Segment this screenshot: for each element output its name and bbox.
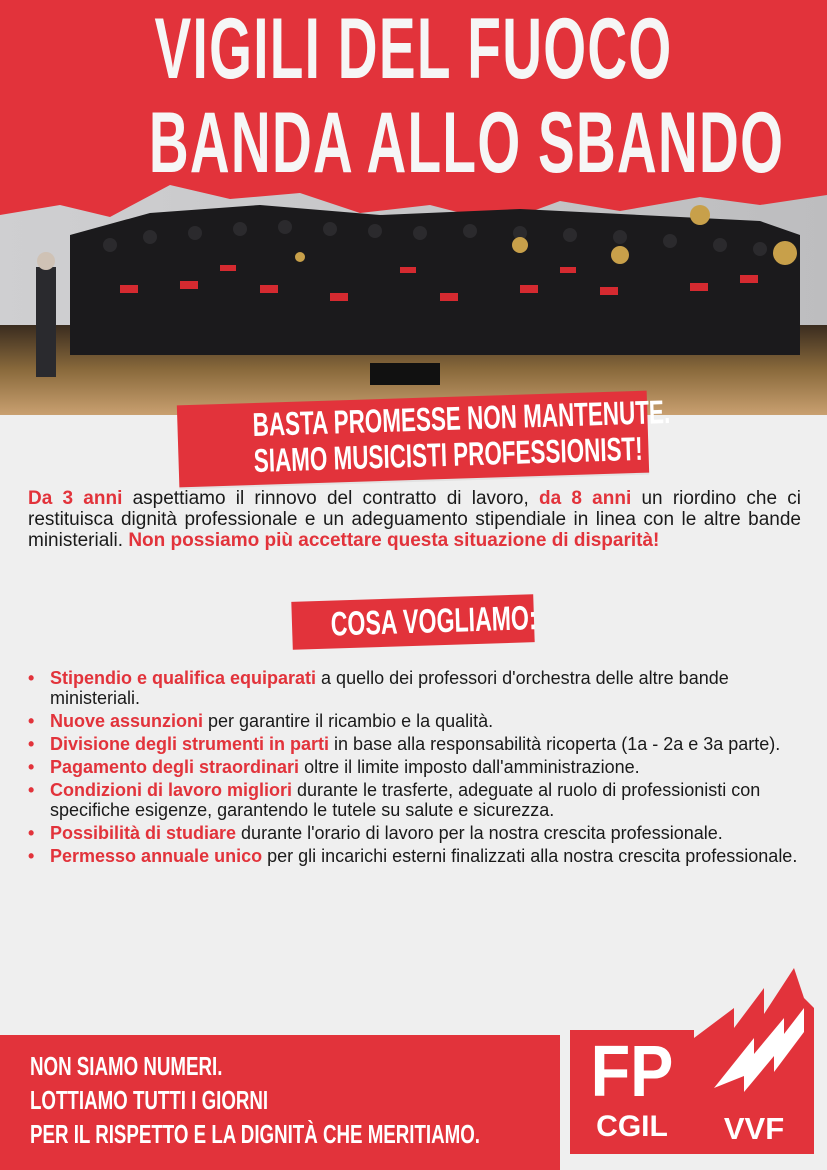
demand-lead: Possibilità di studiare (50, 823, 237, 843)
logo-vvf-text: VVF (723, 1111, 785, 1146)
slogan-line-2: SIAMO MUSICISTI PROFESSIONIST! (253, 429, 644, 480)
demand-text: oltre il limite imposto dall'amministrazione. (299, 757, 640, 777)
footer-banner (0, 1035, 560, 1170)
demand-lead: Stipendio e qualifica equiparati (50, 668, 317, 688)
list-item (28, 734, 798, 754)
intro-paragraph (28, 488, 801, 551)
demand-lead: Permesso annuale unico (50, 846, 263, 866)
demand-lead: Pagamento degli straordinari (50, 757, 300, 777)
bullet-icon: • (28, 668, 35, 688)
bullet-icon: • (28, 846, 35, 866)
logo-cgil-text: CGIL (596, 1110, 668, 1143)
band-photo (0, 175, 827, 415)
demand-text: durante l'orario di lavoro per la nostra crescita professionale. (236, 823, 723, 843)
intro-text-1: aspettiamo il rinnovo del contratto di lavoro, (122, 488, 539, 509)
list-item (28, 823, 798, 843)
footer-line-2: LOTTIAMO TUTTI I GIORNI (30, 1085, 269, 1115)
title-line-1: VIGILI DEL FUOCO (154, 1, 673, 97)
demands-list (28, 668, 798, 869)
demand-text: durante le trasferte, adeguate al ruolo di professionisti con specifiche esigenze, garantendo le tutele su salute e sicurezza. (50, 780, 761, 820)
footer-line-1: NON SIAMO NUMERI. (30, 1051, 223, 1081)
list-item (28, 668, 798, 708)
logo-fp-text: FP (590, 1032, 674, 1112)
demand-lead: Condizioni di lavoro migliori (50, 780, 292, 800)
section-heading: COSA VOGLIAMO: (330, 599, 538, 644)
bullet-icon: • (28, 734, 35, 754)
title-line-2: BANDA ALLO SBANDO (148, 95, 785, 191)
demand-text: per gli incarichi esterni finalizzati alla nostra crescita professionale. (262, 846, 798, 866)
demand-lead: Divisione degli strumenti in parti (50, 734, 330, 754)
demand-text: per garantire il ricambio e la qualità. (203, 711, 494, 731)
footer-line-3: PER IL RISPETTO E LA DIGNITÀ CHE MERITIAMO. (30, 1119, 481, 1149)
vvf-logo (694, 968, 814, 1154)
fp-cgil-logo (570, 1030, 694, 1154)
bullet-icon: • (28, 780, 35, 800)
bullet-icon: • (28, 757, 35, 777)
intro-highlight-years-2: da 8 anni (538, 488, 632, 509)
intro-highlight-years: Da 3 anni (28, 488, 123, 509)
demand-text: in base alla responsabilità ricoperta (1a - 2a e 3a parte). (329, 734, 781, 754)
demand-lead: Nuove assunzioni (50, 711, 204, 731)
intro-highlight-closing: Non possiamo più accettare questa situazione di disparità! (128, 530, 660, 551)
slogan-line-1: BASTA PROMESSE NON MANTENUTE. (252, 392, 671, 444)
slogan-banner (177, 391, 671, 488)
demand-text: a quello dei professori d'orchestra delle altre bande ministeriali. (50, 668, 729, 708)
list-item (28, 846, 798, 866)
list-item (28, 757, 798, 777)
section-heading-banner (291, 594, 538, 650)
bullet-icon: • (28, 823, 35, 843)
list-item (28, 711, 798, 731)
intro-text-2: un riordino che ci restituisca dignità professionale e un adeguamento stipendiale in linea con le altre bande ministeriali. (28, 488, 801, 551)
list-item (28, 780, 798, 820)
bullet-icon: • (28, 711, 35, 731)
